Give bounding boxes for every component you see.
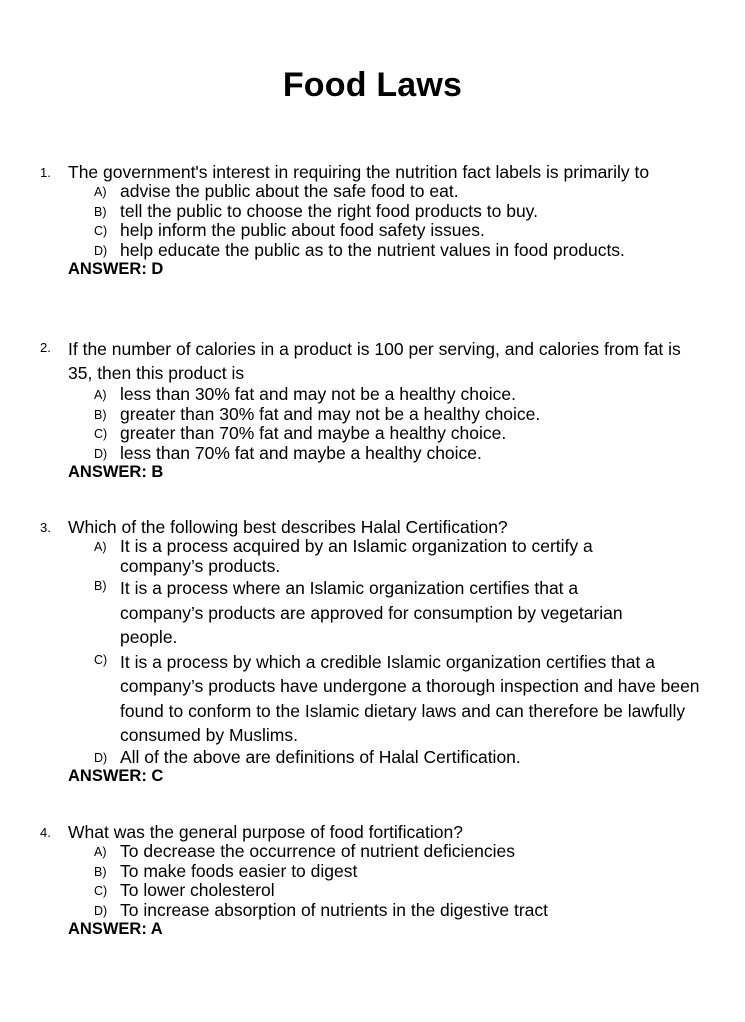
option-letter: A) (94, 185, 107, 199)
option-b (94, 862, 700, 882)
option-letter: A) (94, 540, 107, 554)
question-2 (40, 337, 700, 482)
option-a (94, 537, 660, 576)
option-text: All of the above are definitions of Halal Certification. (120, 746, 521, 767)
option-a (94, 385, 700, 405)
question-text: Which of the following best describes Halal Certification? (68, 517, 508, 537)
answer-key: ANSWER: B (68, 463, 164, 481)
option-b (94, 405, 700, 425)
option-letter: A) (94, 388, 107, 402)
option-letter: B) (94, 407, 107, 422)
option-letter: B) (94, 204, 107, 219)
option-text: To decrease the occurrence of nutrient deficiencies (120, 841, 515, 861)
option-b (94, 576, 655, 650)
option-text: greater than 70% fat and maybe a healthy choice. (120, 423, 507, 443)
question-text: What was the general purpose of food fortification? (68, 822, 463, 842)
option-text: less than 30% fat and may not be a healthy choice. (120, 384, 516, 404)
option-letter: D) (94, 243, 108, 258)
option-letter: C) (94, 427, 108, 441)
option-text: It is a process acquired by an Islamic organization to certify a company’s products. (120, 536, 593, 576)
answer-key: ANSWER: A (68, 920, 163, 938)
option-c (94, 881, 700, 901)
option-letter: D) (94, 750, 108, 765)
option-letter: D) (94, 903, 108, 918)
option-text: To lower cholesterol (120, 880, 275, 900)
option-d (94, 748, 700, 768)
page-title: Food Laws (282, 66, 463, 104)
answer-key: ANSWER: D (68, 260, 164, 278)
option-a (94, 842, 700, 862)
option-letter: A) (94, 845, 107, 859)
option-text: advise the public about the safe food to eat. (120, 181, 459, 201)
option-letter: C) (94, 652, 108, 667)
option-text: It is a process where an Islamic organization certifies that a company’s products are approved for consumption by vegetarian people. (120, 578, 623, 647)
option-text: tell the public to choose the right food products to buy. (120, 200, 538, 221)
question-number: 1. (40, 165, 51, 180)
answer-options (94, 385, 700, 463)
option-d (94, 241, 700, 261)
option-letter: B) (94, 579, 107, 593)
option-text: less than 70% fat and maybe a healthy choice. (120, 442, 482, 463)
option-c (94, 221, 700, 241)
question-number: 4. (40, 825, 51, 840)
question-number: 2. (40, 340, 51, 355)
answer-key: ANSWER: C (68, 767, 164, 785)
option-text: To increase absorption of nutrients in the digestive tract (120, 899, 549, 920)
question-4 (40, 822, 700, 939)
option-letter: C) (94, 884, 108, 898)
option-text: help educate the public as to the nutrient values in food products. (120, 239, 625, 260)
question-text: If the number of calories in a product is 100 per serving, and calories from fat is 35, then this product is (68, 339, 681, 383)
option-text: To make foods easier to digest (120, 860, 358, 881)
option-letter: D) (94, 446, 108, 461)
option-text: help inform the public about food safety issues. (120, 220, 485, 240)
question-text: The government's interest in requiring the nutrition fact labels is primarily to (68, 162, 650, 182)
option-d (94, 444, 700, 464)
option-letter: C) (94, 224, 108, 238)
question-number: 3. (40, 520, 51, 535)
question-3 (40, 517, 700, 786)
question-1 (40, 162, 700, 279)
option-b (94, 202, 700, 222)
answer-options (94, 537, 700, 767)
option-letter: B) (94, 864, 107, 879)
option-d (94, 901, 700, 921)
option-text: It is a process by which a credible Islamic organization certifies that a company’s products have undergone a thorough inspection and have been found to conform to the Islamic dietary laws and can therefore be lawfully consumed by Muslims. (120, 651, 700, 745)
option-c (94, 424, 700, 444)
option-a (94, 182, 700, 202)
option-text: greater than 30% fat and may not be a healthy choice. (120, 403, 541, 424)
option-c (94, 650, 705, 748)
answer-options (94, 842, 700, 920)
answer-options (94, 182, 700, 260)
